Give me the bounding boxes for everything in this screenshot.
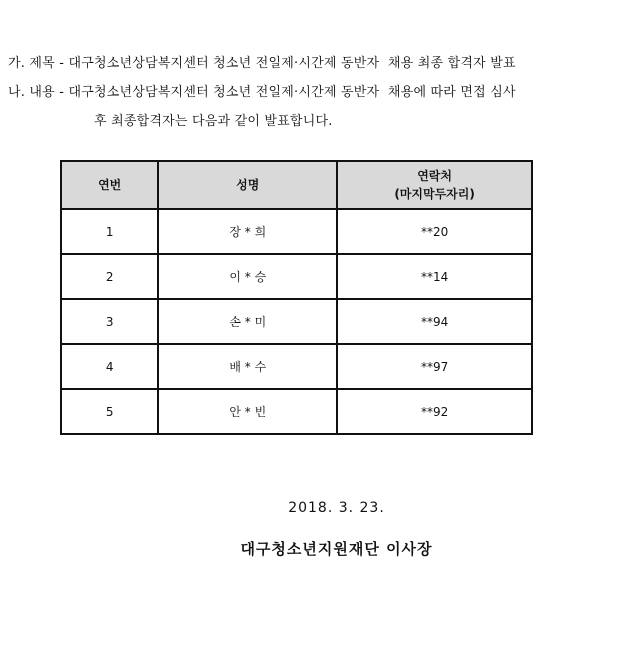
table-row (61, 389, 532, 434)
header-contact (337, 161, 532, 209)
header-name: 성명 (158, 161, 337, 209)
row-contact: **94 (337, 299, 532, 344)
table-header-row (61, 161, 532, 209)
row-number: 2 (61, 254, 158, 299)
header-number: 연번 (61, 161, 158, 209)
row-name: 안 * 빈 (158, 389, 337, 434)
row-contact: **92 (337, 389, 532, 434)
header-contact-note: (마지막두자리) (394, 187, 475, 201)
row-name: 손 * 미 (158, 299, 337, 344)
row-number: 5 (61, 389, 158, 434)
row-contact: **20 (337, 209, 532, 254)
row-name: 배 * 수 (158, 344, 337, 389)
issuer-signature: 대구청소년지원재단 이사장 (240, 540, 433, 558)
notice-content-line: 나. 내용 - 대구청소년상담복지센터 청소년 전일제·시간제 동반자 채용에 따라 면접 심사 (8, 85, 516, 100)
row-number: 3 (61, 299, 158, 344)
row-contact: **97 (337, 344, 532, 389)
table-row (61, 344, 532, 389)
row-contact: **14 (337, 254, 532, 299)
row-name: 장 * 희 (158, 209, 337, 254)
header-contact-label: 연락처 (417, 169, 452, 183)
announcement-date: 2018. 3. 23. (288, 500, 385, 516)
table-row (61, 299, 532, 344)
successful-applicants-table (60, 160, 533, 435)
notice-title-line: 가. 제목 - 대구청소년상담복지센터 청소년 전일제·시간제 동반자 채용 최종 합격자 발표 (8, 56, 516, 71)
table-row (61, 209, 532, 254)
row-name: 이 * 승 (158, 254, 337, 299)
row-number: 4 (61, 344, 158, 389)
row-number: 1 (61, 209, 158, 254)
table-row (61, 254, 532, 299)
notice-content-continuation: 후 최종합격자는 다음과 같이 발표합니다. (94, 114, 333, 129)
